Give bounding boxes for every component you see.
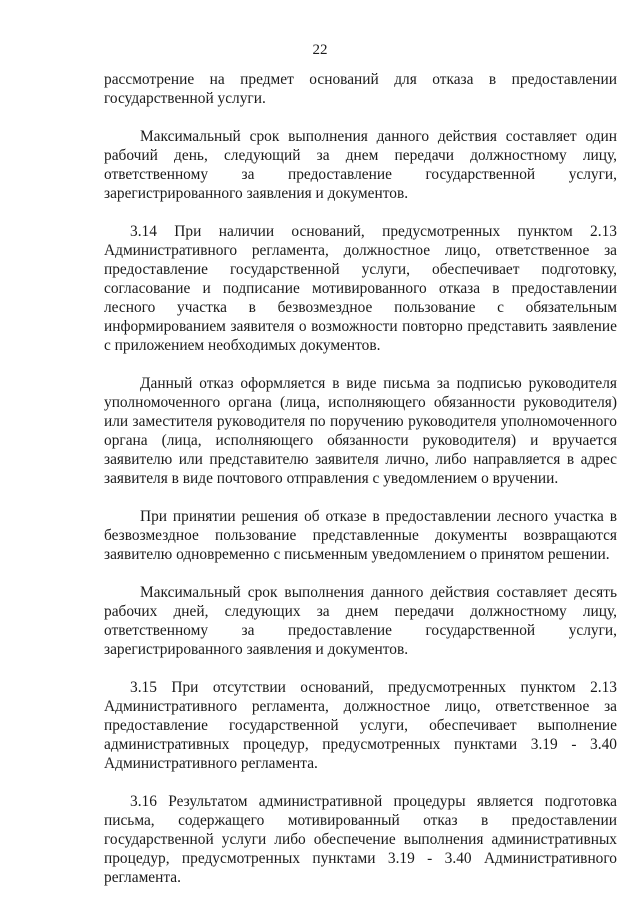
paragraph-deadline-ten-days: Максимальный срок выполнения данного действия составляет десять рабочих дней, следующих за днем передачи должностному лицу, ответственному за предоставление государственной услуги, зарегистрированного заявления и документов.: [104, 584, 617, 658]
paragraph-3-14: 3.14 При наличии оснований, предусмотренных пунктом 2.13 Административного регламента, должностное лицо, ответственное за предоставление государственной услуги, обеспечивает подготовку, согласование и подписание мотивированного отказа в предоставлении лесного участка в безвозмездное пользование с обязательным информированием заявителя о возможности повторно представить заявление с приложением необходимых документов.: [104, 223, 617, 354]
page-number: 22: [312, 42, 328, 58]
paragraph-documents-returned: При принятии решения об отказе в предоставлении лесного участка в безвозмездное пользование представленные документы возвращаются заявителю одновременно с письменным уведомлением о принятом решении.: [104, 508, 617, 563]
paragraph-refusal-letter: Данный отказ оформляется в виде письма за подписью руководителя уполномоченного органа (лица, исполняющего обязанности руководителя) или заместителя руководителя по поручению руководителя уполномоченного органа (лица, исполняющего обязанности руководителя) и вручается заявителю или представителю заявителя лично, либо направляется в адрес заявителя в виде почтового отправления с уведомлением о вручении.: [104, 375, 617, 487]
paragraph-3-16: 3.16 Результатом административной процедуры является подготовка письма, содержащего мотивированный отказ в предоставлении государственной услуги либо обеспечение выполнения административных процедур, предусмотренных пунктами 3.19 - 3.40 Административного регламента.: [104, 793, 617, 886]
paragraph-continuation: рассмотрение на предмет оснований для отказа в предоставлении государственной услуги.: [104, 71, 617, 107]
paragraph-deadline-one-day: Максимальный срок выполнения данного действия составляет один рабочий день, следующий за днем передачи должностному лицу, ответственному за предоставление государственной услуги, зарегистрированного заявления и документов.: [104, 128, 617, 202]
document-body: [104, 70, 617, 906]
paragraph-3-15: 3.15 При отсутствии оснований, предусмотренных пунктом 2.13 Административного регламента, должностное лицо, ответственное за предоставление государственной услуги, обеспечивает выполнение административных процедур, предусмотренных пунктами 3.19 - 3.40 Административного регламента.: [104, 679, 617, 772]
